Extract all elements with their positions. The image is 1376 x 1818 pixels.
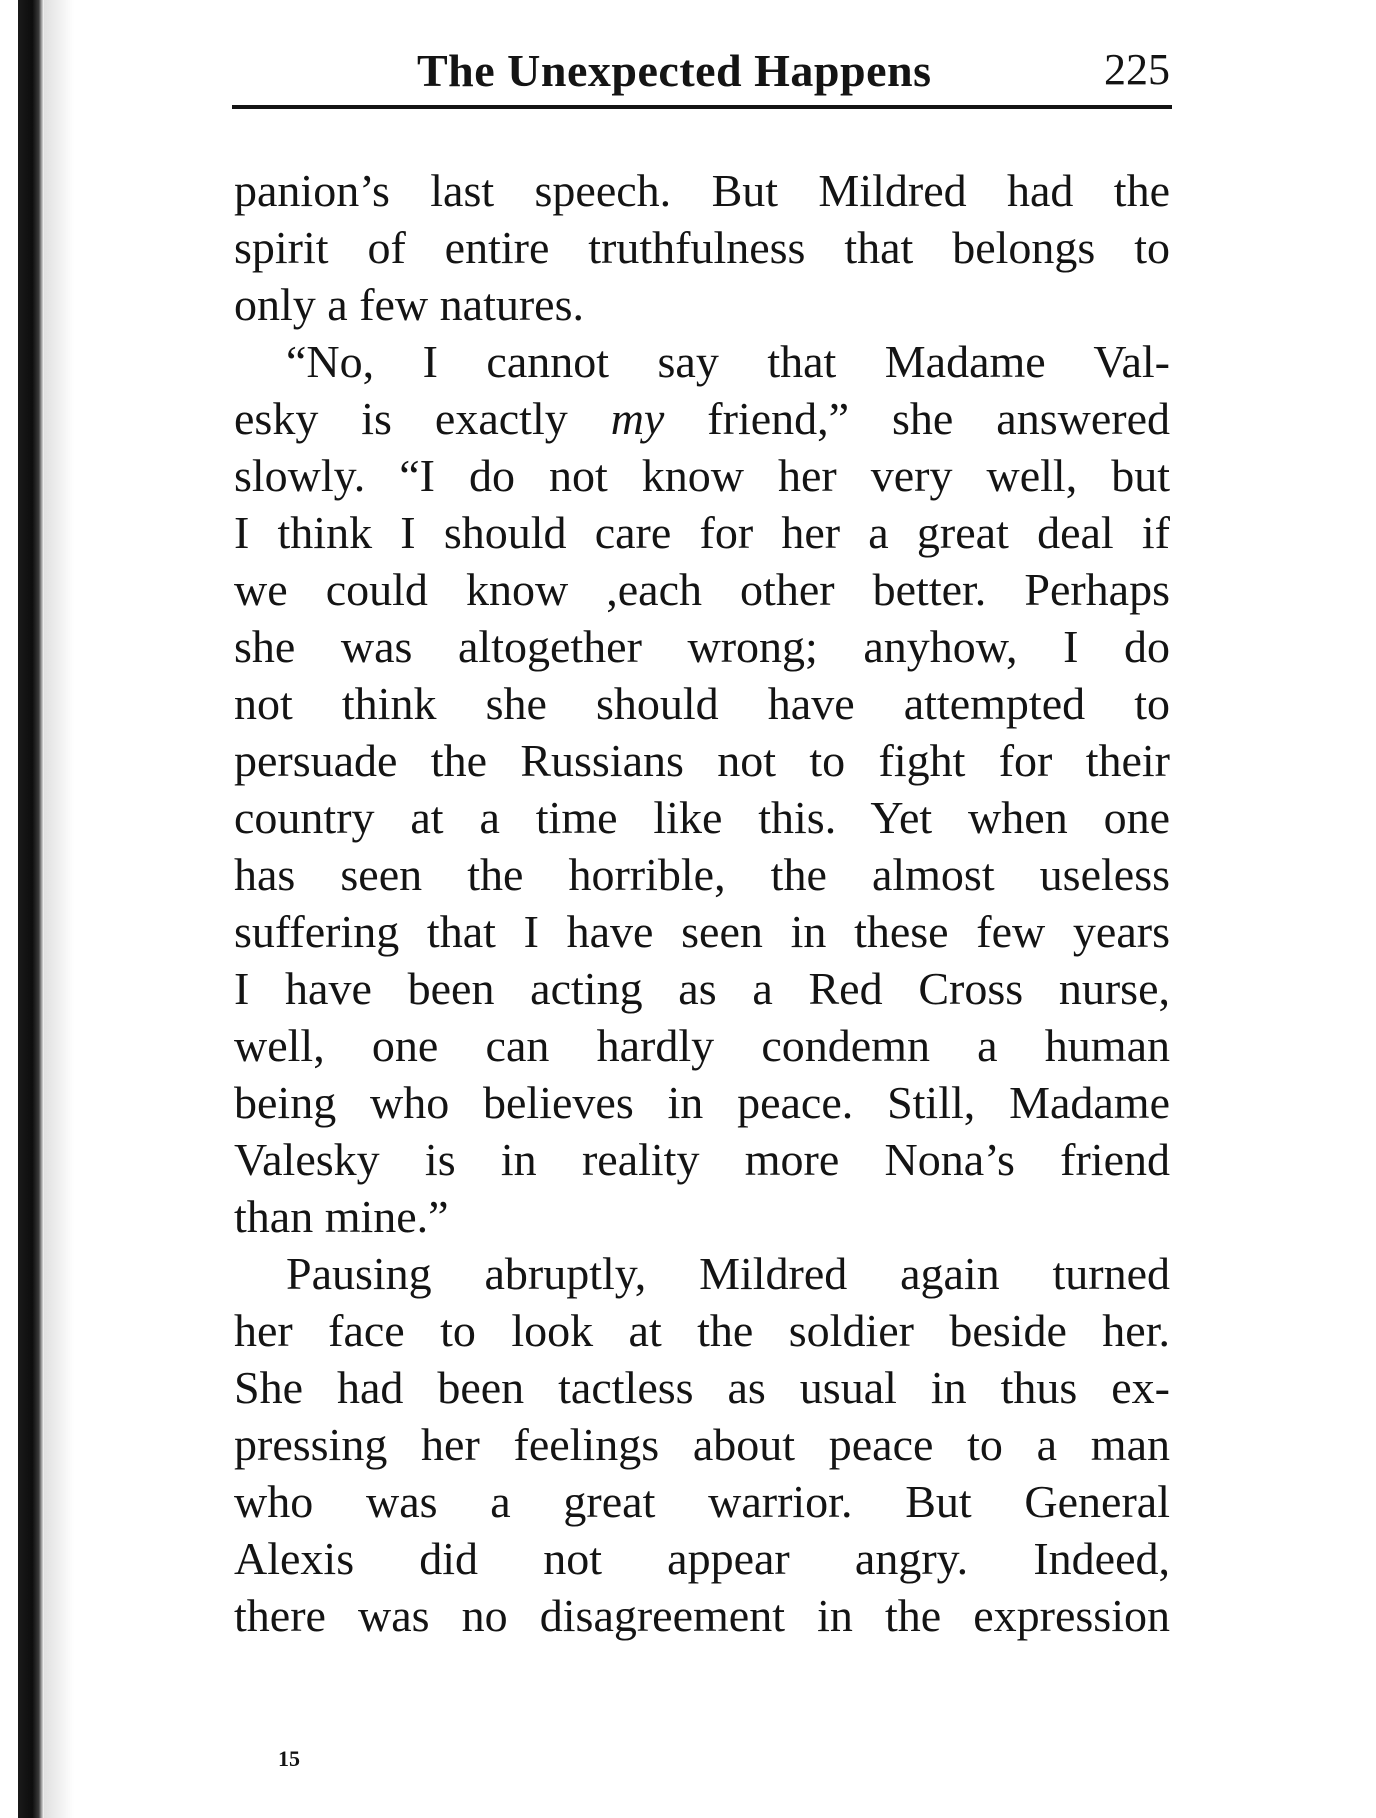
page-number: 225 <box>1104 45 1170 94</box>
text-line: panion’s last speech. But Mildred had the <box>234 165 1170 216</box>
text-line: I have been acting as a Red Cross nurse, <box>234 963 1170 1014</box>
running-title: The Unexpected Happens <box>417 45 932 96</box>
text-fragment: friend,” she answered <box>664 393 1170 444</box>
text-line: her face to look at the soldier beside her. <box>234 1305 1170 1356</box>
text-line: Alexis did not appear angry. Indeed, <box>234 1533 1170 1584</box>
text-line-with-emphasis <box>234 390 1170 447</box>
text-line: country at a time like this. Yet when one <box>234 792 1170 843</box>
text-line: Valesky is in reality more Nona’s friend <box>234 1134 1170 1185</box>
text-line: well, one can hardly condemn a human <box>234 1020 1170 1071</box>
text-line: Pausing abruptly, Mildred again turned <box>286 1248 1170 1299</box>
text-line: there was no disagreement in the expression <box>234 1590 1170 1641</box>
text-line: She had been tactless as usual in thus ex- <box>234 1362 1170 1413</box>
text-line: “No, I cannot say that Madame Val- <box>286 336 1170 387</box>
running-head <box>232 34 1170 104</box>
text-line: who was a great warrior. But General <box>234 1476 1170 1527</box>
text-line: suffering that I have seen in these few years <box>234 906 1170 957</box>
text-line: being who believes in peace. Still, Madame <box>234 1077 1170 1128</box>
text-line: we could know ,each other better. Perhaps <box>234 564 1170 615</box>
signature-mark: 15 <box>278 1746 300 1771</box>
text-line: persuade the Russians not to fight for their <box>234 735 1170 786</box>
book-binding-edge <box>18 0 44 1818</box>
text-line: spirit of entire truthfulness that belongs to <box>234 222 1170 273</box>
body-text <box>234 162 1170 1644</box>
text-line: not think she should have attempted to <box>234 678 1170 729</box>
text-fragment: esky is exactly <box>234 393 611 444</box>
text-line: slowly. “I do not know her very well, but <box>234 450 1170 501</box>
text-line: only a few natures. <box>234 279 584 330</box>
binding-shadow <box>44 0 74 1818</box>
emphasized-word: my <box>610 393 665 444</box>
text-line: pressing her feelings about peace to a man <box>234 1419 1170 1470</box>
text-line: has seen the horrible, the almost useless <box>234 849 1170 900</box>
text-line: than mine.” <box>234 1191 449 1242</box>
text-line: I think I should care for her a great deal if <box>234 507 1170 558</box>
text-line: she was altogether wrong; anyhow, I do <box>234 621 1170 672</box>
header-rule <box>232 105 1172 109</box>
